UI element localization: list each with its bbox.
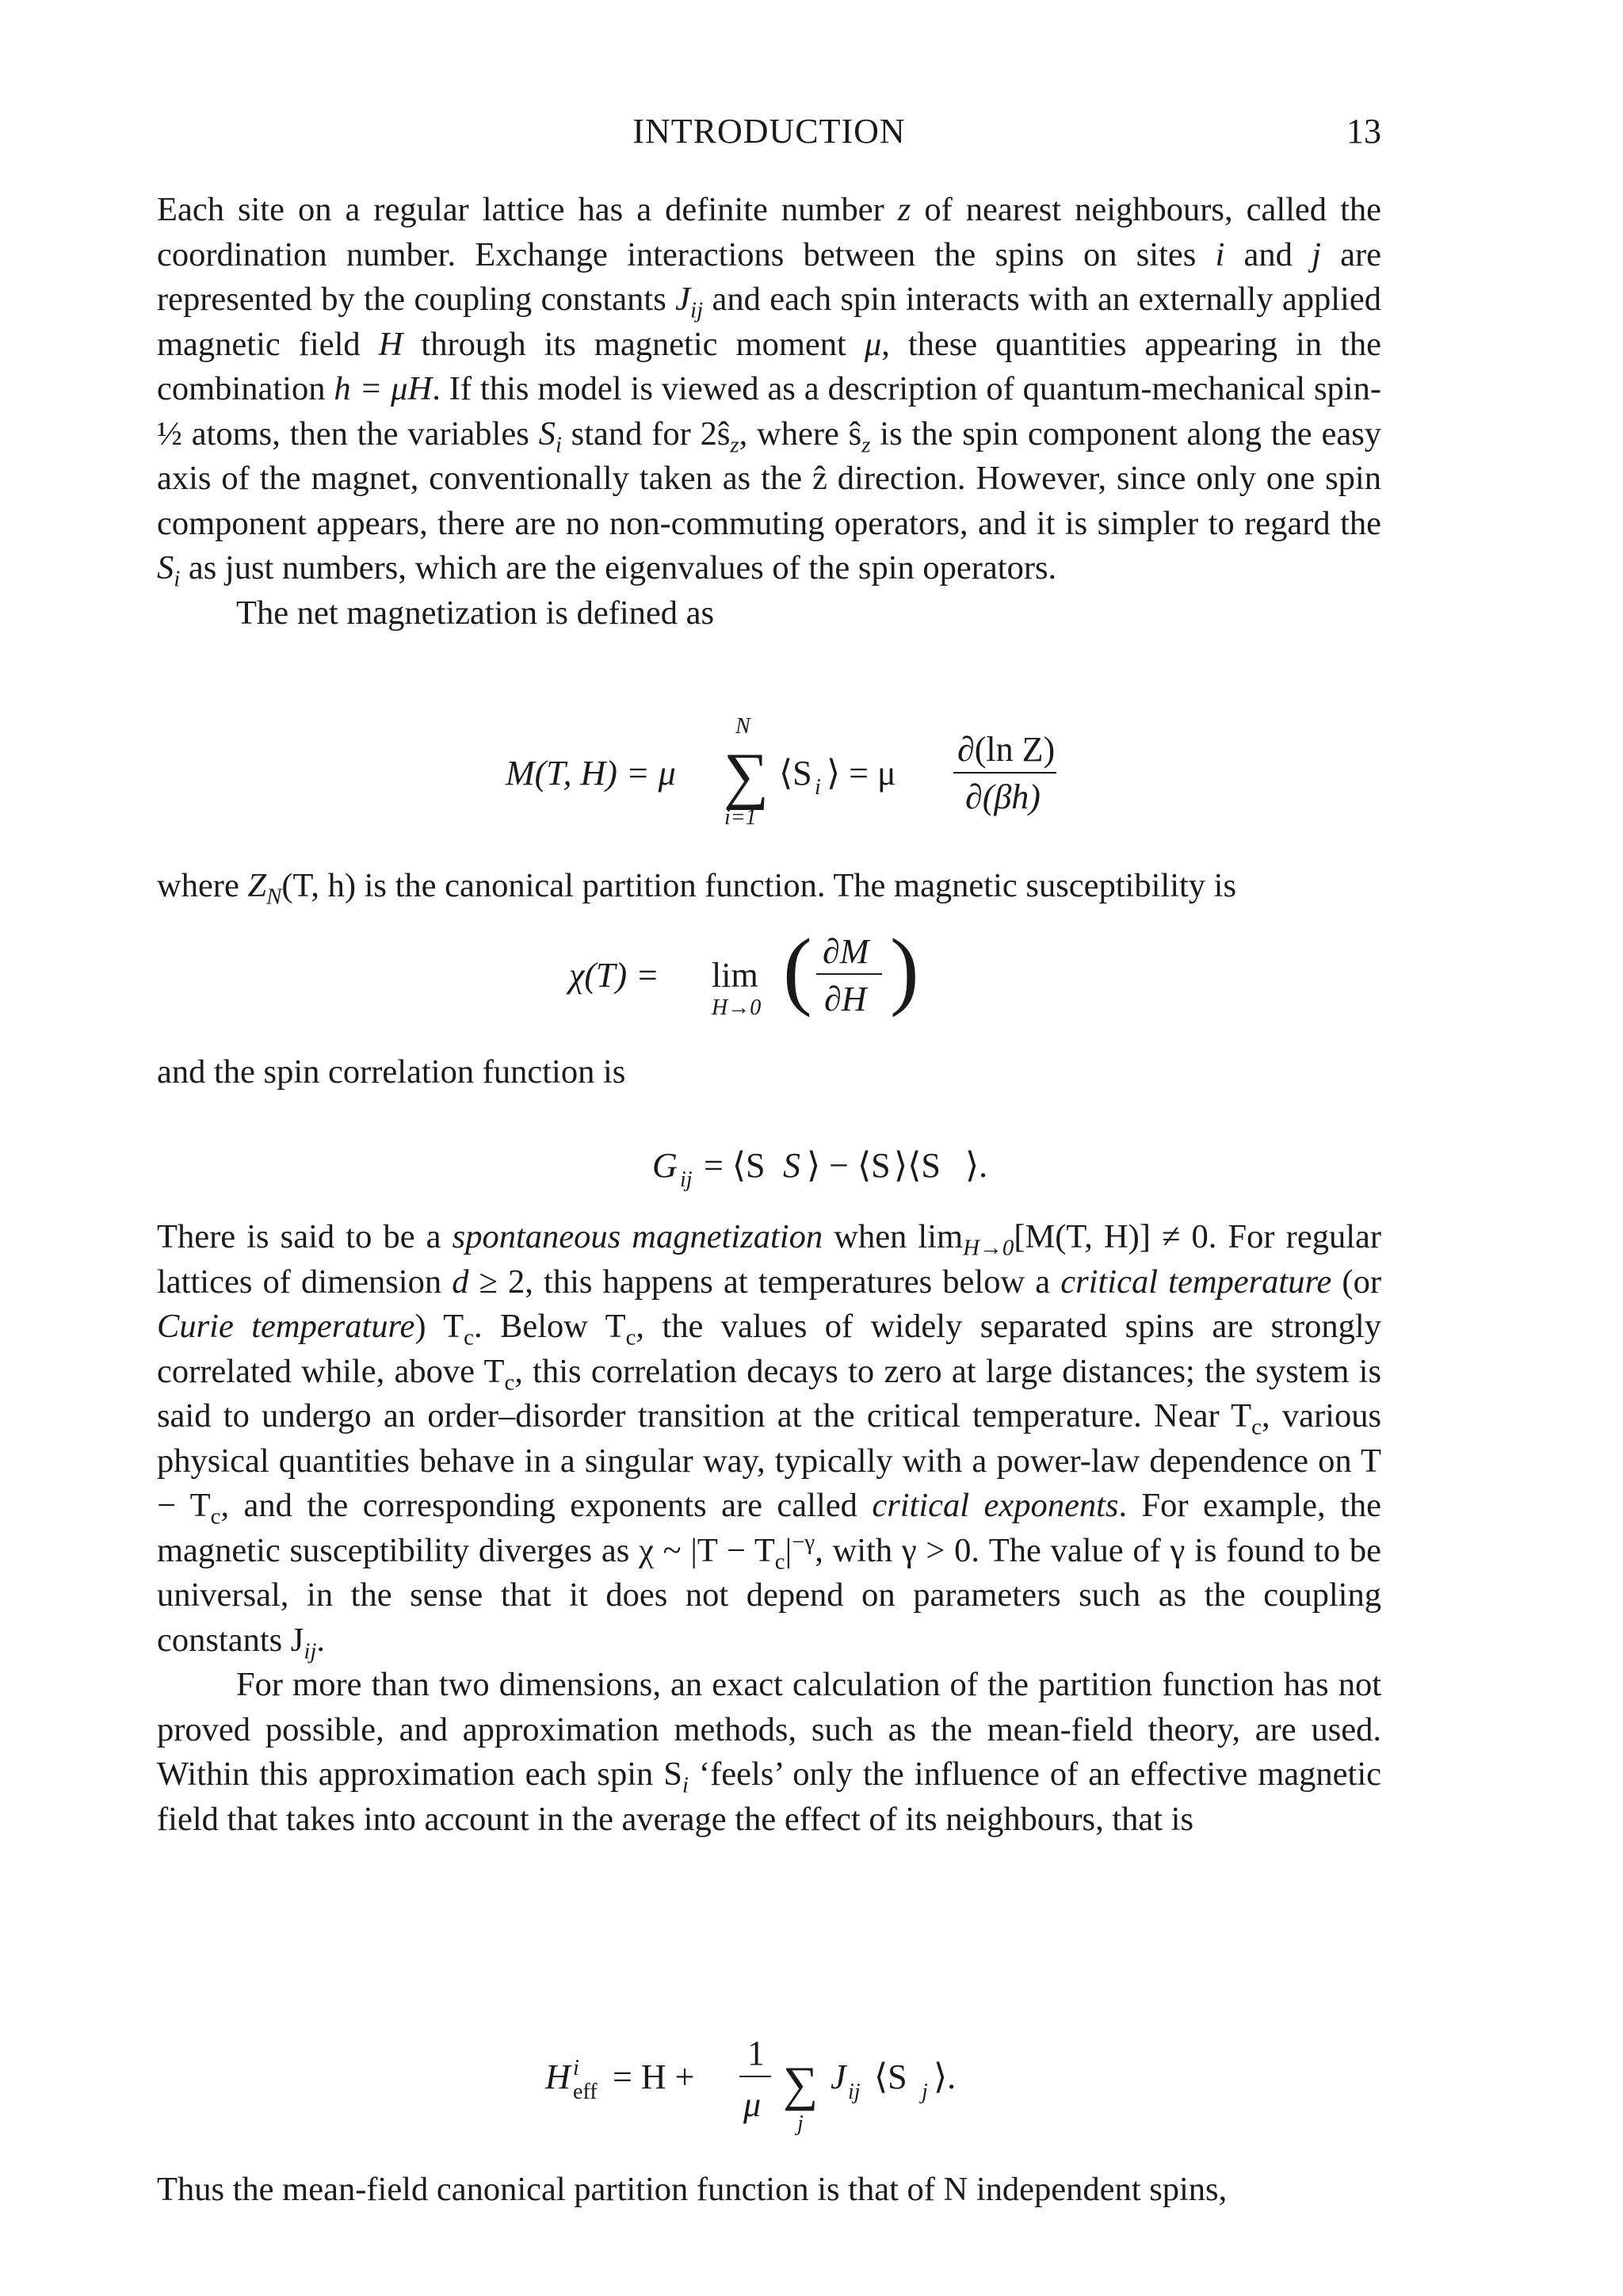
svg-text:⟩ − ⟨S: ⟩ − ⟨S	[807, 1146, 891, 1185]
paragraph-correlation: and the spin correlation function is	[157, 1053, 626, 1091]
paragraph-critical-phenomena: There is said to be a spontaneous magnetization when $\lim_{H\to 0}[M(T$, H)] ≠ 0. For regular lattices of dimension d ≥ 2, this happens at temperatures below a critical temperature (or Curie temperature) $T_c$. Below $T_c$, the values of widely separated spins are strongly correlated while, above $T_c$, this correlation decays to zero at large distances; the system is said to undergo an order–disorder transition at the critical temperature. Near $T_c$, various physical quantities behave in a singular way, typically with a power-law dependence on $T - T_c$, and the corresponding exponents are called critical exponents. For example, the magnetic susceptibility diverges as χ ~ $|T - T_c|^{-\gamma}$, with γ > 0. The value of γ is found to be universal, in the sense that it does not depend on parameters such as the coupling constants $J_{ij}$. For more than two dimensions, an exact calculation of the partition function has not proved possible, and approximation methods, such as the mean-field theory, are used. Within this approximation each spin $S_i$ ‘feels’ only the influence of an effective magnetic field that takes into account in the average the effect of its neighbours, that is	[157, 1215, 1381, 1842]
summation-sign-2: ∑	[783, 2057, 819, 2111]
page-number: 13	[1346, 112, 1381, 151]
equation-effective-field	[157, 2029, 1381, 2156]
svg-text:ij: ij	[848, 2080, 861, 2104]
svg-text:⟩⟨S: ⟩⟨S	[894, 1146, 941, 1185]
svg-text:J: J	[831, 2057, 846, 2096]
summation-sign: ∑	[724, 741, 769, 811]
svg-text:∂(ln Z): ∂(ln Z)	[957, 730, 1056, 769]
paragraph-mean-field: For more than two dimensions, an exact calculation of the partition function has not proved possible, and approximation methods, such as the mean-field theory, are used. Within this approximation each spin $S_i$ ‘feels’ only the influence of an effective magnetic field that takes into account in the average the effect of its neighbours, that is	[157, 1666, 1381, 1838]
svg-text:∂H: ∂H	[824, 980, 867, 1018]
svg-text:j: j	[922, 2080, 928, 2104]
svg-text:⟩ = μ: ⟩ = μ	[827, 754, 896, 793]
chapter-title: INTRODUCTION	[632, 112, 906, 151]
svg-text:eff: eff	[573, 2080, 598, 2104]
svg-text:1: 1	[747, 2034, 765, 2073]
svg-text:∂(βh): ∂(βh)	[965, 777, 1041, 816]
equation-susceptibility	[157, 923, 1381, 1050]
equation-magnetization	[157, 705, 1381, 832]
svg-text:H→0: H→0	[712, 995, 762, 1020]
svg-text:N: N	[735, 714, 750, 739]
svg-text:i=1: i=1	[724, 805, 757, 830]
svg-text:G: G	[652, 1146, 678, 1185]
running-header	[157, 111, 1381, 159]
paragraph-partition-function: where $Z_N(T$, h) is the canonical partition function. The magnetic susceptibility is	[157, 867, 1237, 910]
paragraph-lattice-model: Each site on a regular lattice has a definite number z of nearest neighbours, called the coordination number. Exchange interactions between the spins on sites i and j are represented by the coupling constants $J_{ij}$ and each spin interacts with an externally applied magnetic field H through its magnetic moment μ, these quantities appearing in the combination h = μH. If this model is viewed as a description of quantum-mechanical spin-½ atoms, then the variables $S_i$ stand for $2ŝ_z$, where $ŝ_z$ is the spin component along the easy axis of the magnet, conventionally taken as the ẑ direction. However, since only one spin component appears, there are no non-commuting operators, and it is simpler to regard the $S_i$ as just numbers, which are the eigenvalues of the spin operators. The net magnetization is defined as	[157, 188, 1381, 636]
svg-text:i: i	[573, 2056, 579, 2080]
svg-text:H: H	[545, 2057, 571, 2096]
svg-text:j: j	[797, 2111, 804, 2136]
svg-text:⟨S: ⟨S	[874, 2057, 907, 2096]
paragraph-independent-spins: Thus the mean-field canonical partition function is that of N independent spins,	[157, 2171, 1228, 2208]
svg-text:lim: lim	[712, 956, 758, 995]
svg-text:⟩.: ⟩.	[965, 1146, 988, 1185]
svg-text:i: i	[815, 775, 821, 800]
svg-text:∂M: ∂M	[823, 932, 869, 971]
svg-text:ij: ij	[680, 1167, 693, 1192]
svg-text:μ: μ	[743, 2085, 762, 2124]
svg-text:χ(T) =: χ(T) =	[569, 956, 659, 995]
right-paren: )	[890, 921, 919, 1018]
svg-text:= ⟨S: = ⟨S	[704, 1146, 766, 1185]
left-paren: (	[783, 921, 812, 1018]
svg-text:⟨S: ⟨S	[779, 754, 812, 793]
svg-text:M(T, H) = μ: M(T, H) = μ	[506, 754, 676, 793]
svg-text:= H +: = H +	[613, 2057, 695, 2096]
paragraph-net-magnetization: The net magnetization is defined as	[236, 594, 715, 632]
svg-text:S: S	[783, 1146, 800, 1185]
svg-text:⟩.: ⟩.	[934, 2057, 957, 2096]
